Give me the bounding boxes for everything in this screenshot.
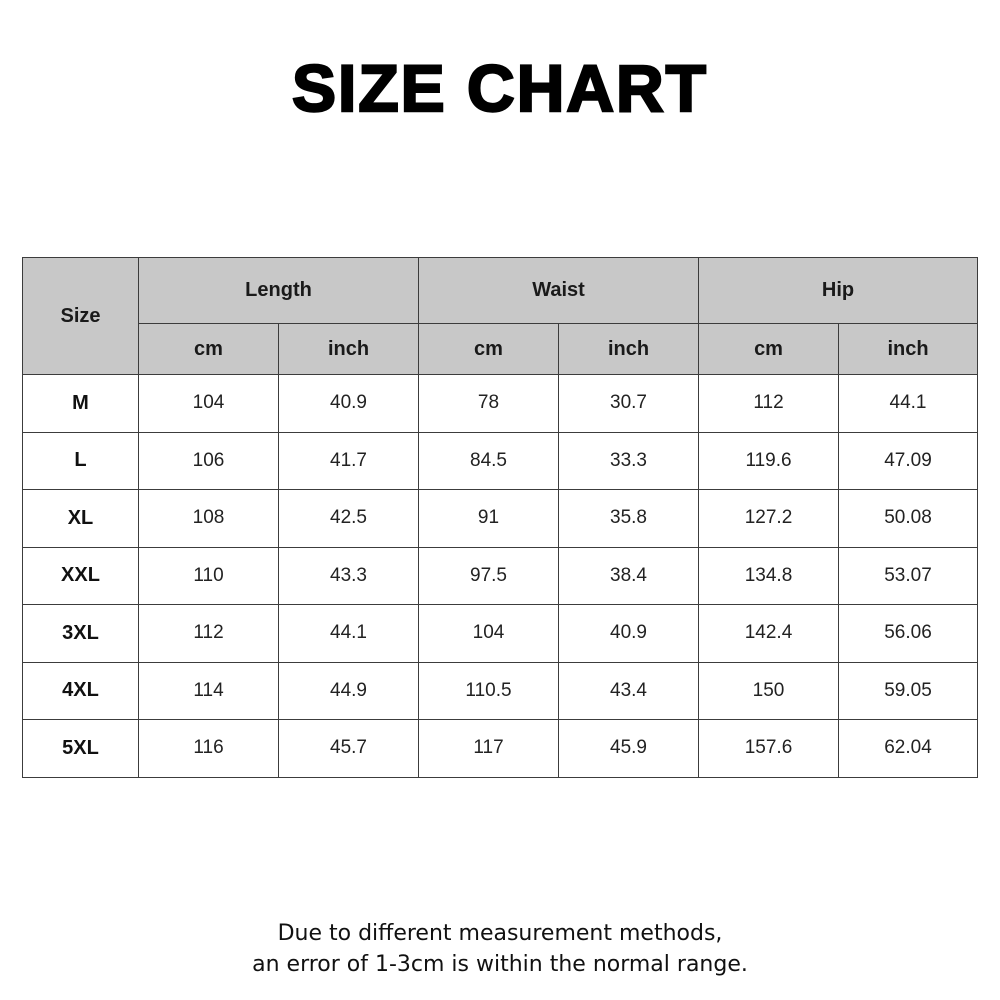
length-inch-cell: 45.7: [279, 720, 419, 778]
table-row: [23, 547, 978, 605]
measurement-note: [0, 918, 1000, 980]
hip-cm-cell: 157.6: [699, 720, 839, 778]
size-cell: 3XL: [23, 605, 139, 663]
waist-inch-cell: 35.8: [559, 490, 699, 548]
length-cm-cell: 104: [139, 375, 279, 433]
table-row: [23, 375, 978, 433]
table-row: [23, 490, 978, 548]
hip-cm-cell: 119.6: [699, 432, 839, 490]
table-row: [23, 432, 978, 490]
note-line-1: Due to different measurement methods,: [277, 921, 723, 946]
length-inch-cell: 44.1: [279, 605, 419, 663]
size-cell: XL: [23, 490, 139, 548]
waist-cm-cell: 97.5: [419, 547, 559, 605]
length-inch-header: inch: [279, 324, 419, 375]
length-inch-cell: 40.9: [279, 375, 419, 433]
hip-inch-cell: 50.08: [839, 490, 978, 548]
waist-cm-header: cm: [419, 324, 559, 375]
table-row: [23, 720, 978, 778]
header-group-row: [23, 258, 978, 324]
note-line-2: an error of 1-3cm is within the normal range.: [252, 952, 748, 977]
table-body: [23, 375, 978, 778]
table-row: [23, 662, 978, 720]
hip-cm-cell: 134.8: [699, 547, 839, 605]
hip-group-header: Hip: [699, 258, 978, 324]
table-row: [23, 605, 978, 663]
size-cell: 5XL: [23, 720, 139, 778]
length-inch-cell: 41.7: [279, 432, 419, 490]
length-group-header: Length: [139, 258, 419, 324]
waist-inch-cell: 33.3: [559, 432, 699, 490]
hip-inch-cell: 56.06: [839, 605, 978, 663]
hip-inch-cell: 62.04: [839, 720, 978, 778]
hip-cm-cell: 150: [699, 662, 839, 720]
size-cell: L: [23, 432, 139, 490]
hip-inch-cell: 44.1: [839, 375, 978, 433]
waist-cm-cell: 78: [419, 375, 559, 433]
waist-cm-cell: 110.5: [419, 662, 559, 720]
hip-cm-cell: 142.4: [699, 605, 839, 663]
hip-inch-cell: 59.05: [839, 662, 978, 720]
size-cell: M: [23, 375, 139, 433]
waist-group-header: Waist: [419, 258, 699, 324]
length-inch-cell: 43.3: [279, 547, 419, 605]
size-chart-table: [22, 257, 978, 778]
hip-cm-header: cm: [699, 324, 839, 375]
waist-inch-header: inch: [559, 324, 699, 375]
waist-cm-cell: 117: [419, 720, 559, 778]
header-unit-row: [23, 324, 978, 375]
waist-cm-cell: 91: [419, 490, 559, 548]
size-column-header: Size: [23, 258, 139, 375]
length-inch-cell: 42.5: [279, 490, 419, 548]
waist-inch-cell: 38.4: [559, 547, 699, 605]
waist-inch-cell: 45.9: [559, 720, 699, 778]
length-cm-cell: 112: [139, 605, 279, 663]
hip-cm-cell: 127.2: [699, 490, 839, 548]
size-cell: 4XL: [23, 662, 139, 720]
hip-inch-cell: 47.09: [839, 432, 978, 490]
hip-cm-cell: 112: [699, 375, 839, 433]
length-inch-cell: 44.9: [279, 662, 419, 720]
waist-cm-cell: 84.5: [419, 432, 559, 490]
table-header: [23, 258, 978, 375]
hip-inch-cell: 53.07: [839, 547, 978, 605]
waist-cm-cell: 104: [419, 605, 559, 663]
hip-inch-header: inch: [839, 324, 978, 375]
length-cm-cell: 114: [139, 662, 279, 720]
page-title: SIZE CHART: [292, 51, 708, 125]
waist-inch-cell: 30.7: [559, 375, 699, 433]
size-cell: XXL: [23, 547, 139, 605]
length-cm-header: cm: [139, 324, 279, 375]
length-cm-cell: 106: [139, 432, 279, 490]
length-cm-cell: 110: [139, 547, 279, 605]
length-cm-cell: 108: [139, 490, 279, 548]
waist-inch-cell: 43.4: [559, 662, 699, 720]
length-cm-cell: 116: [139, 720, 279, 778]
waist-inch-cell: 40.9: [559, 605, 699, 663]
